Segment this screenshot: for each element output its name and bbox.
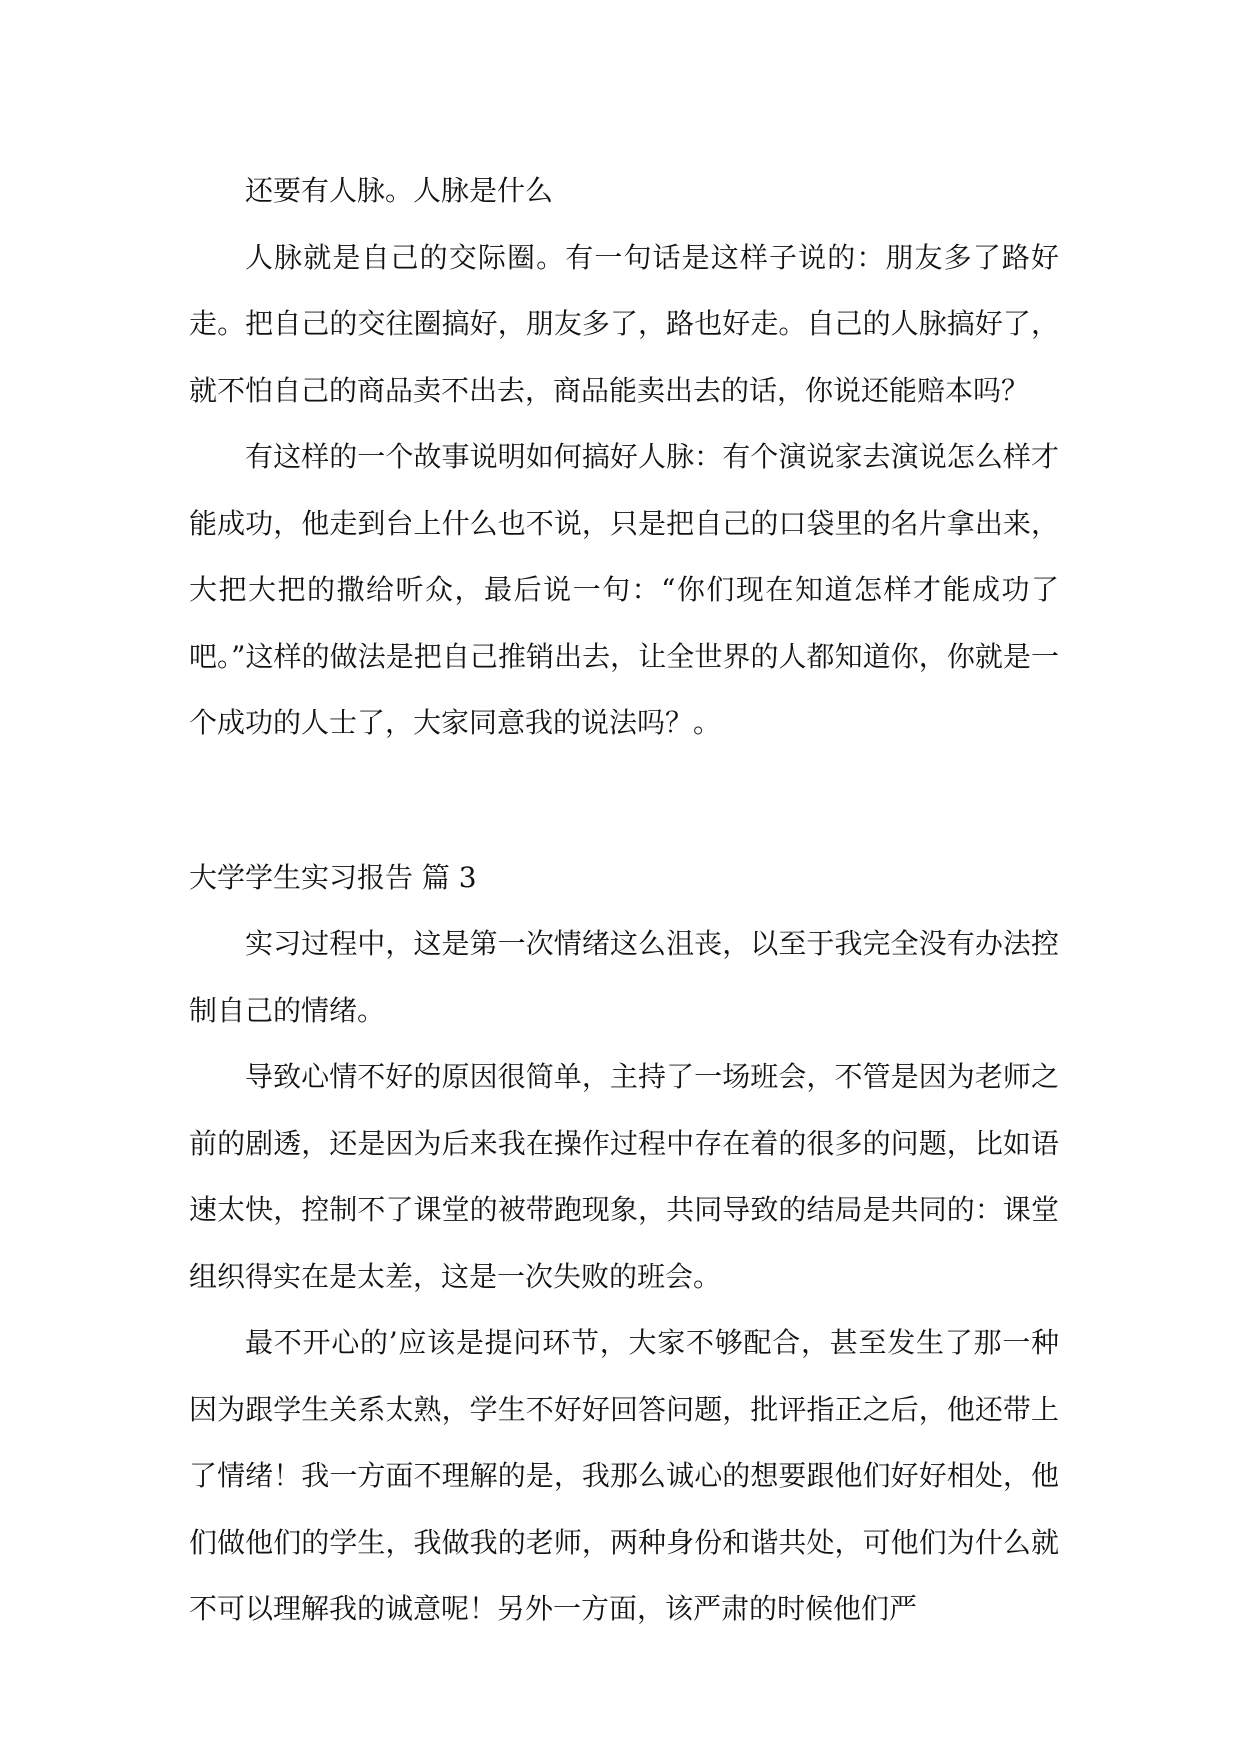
paragraph: 人脉就是自己的交际圈。有一句话是这样子说的：朋友多了路好走。把自己的交往圈搞好，朋友多了，路也好走。自己的人脉搞好了，就不怕自己的商品卖不出去，商品能卖出去的话，你说还能赔本吗？ bbox=[189, 240, 1059, 407]
document-body bbox=[189, 158, 1059, 1643]
paragraph: 还要有人脉。人脉是什么 bbox=[245, 174, 554, 207]
section-heading: 大学学生实习报告 篇 3 bbox=[189, 860, 477, 894]
paragraph: 最不开心的’应该是提问环节，大家不够配合，甚至发生了那一种因为跟学生关系太熟，学生不好好回答问题，批评指正之后，他还带上了情绪！我一方面不理解的是，我那么诚心的想要跟他们好好相处，他们做他们的学生，我做我的老师，两种身份和谐共处，可他们为什么就不可以理解我的诚意呢！另外一方面，该严肃的时候他们严 bbox=[189, 1326, 1059, 1625]
paragraph: 导致心情不好的原因很简单，主持了一场班会，不管是因为老师之前的剧透，还是因为后来我在操作过程中存在着的很多的问题，比如语速太快，控制不了课堂的被带跑现象，共同导致的结局是共同的：课堂组织得实在是太差，这是一次失败的班会。 bbox=[189, 1060, 1059, 1293]
paragraph: 实习过程中，这是第一次情绪这么沮丧，以至于我完全没有办法控制自己的情绪。 bbox=[189, 927, 1059, 1027]
paragraph: 有这样的一个故事说明如何搞好人脉：有个演说家去演说怎么样才能成功，他走到台上什么也不说，只是把自己的口袋里的名片拿出来，大把大把的撒给听众，最后说一句：“你们现在知道怎样才能成功了吧。”这样的做法是把自己推销出去，让全世界的人都知道你，你就是一个成功的人士了，大家同意我的说法吗？。 bbox=[189, 440, 1059, 739]
